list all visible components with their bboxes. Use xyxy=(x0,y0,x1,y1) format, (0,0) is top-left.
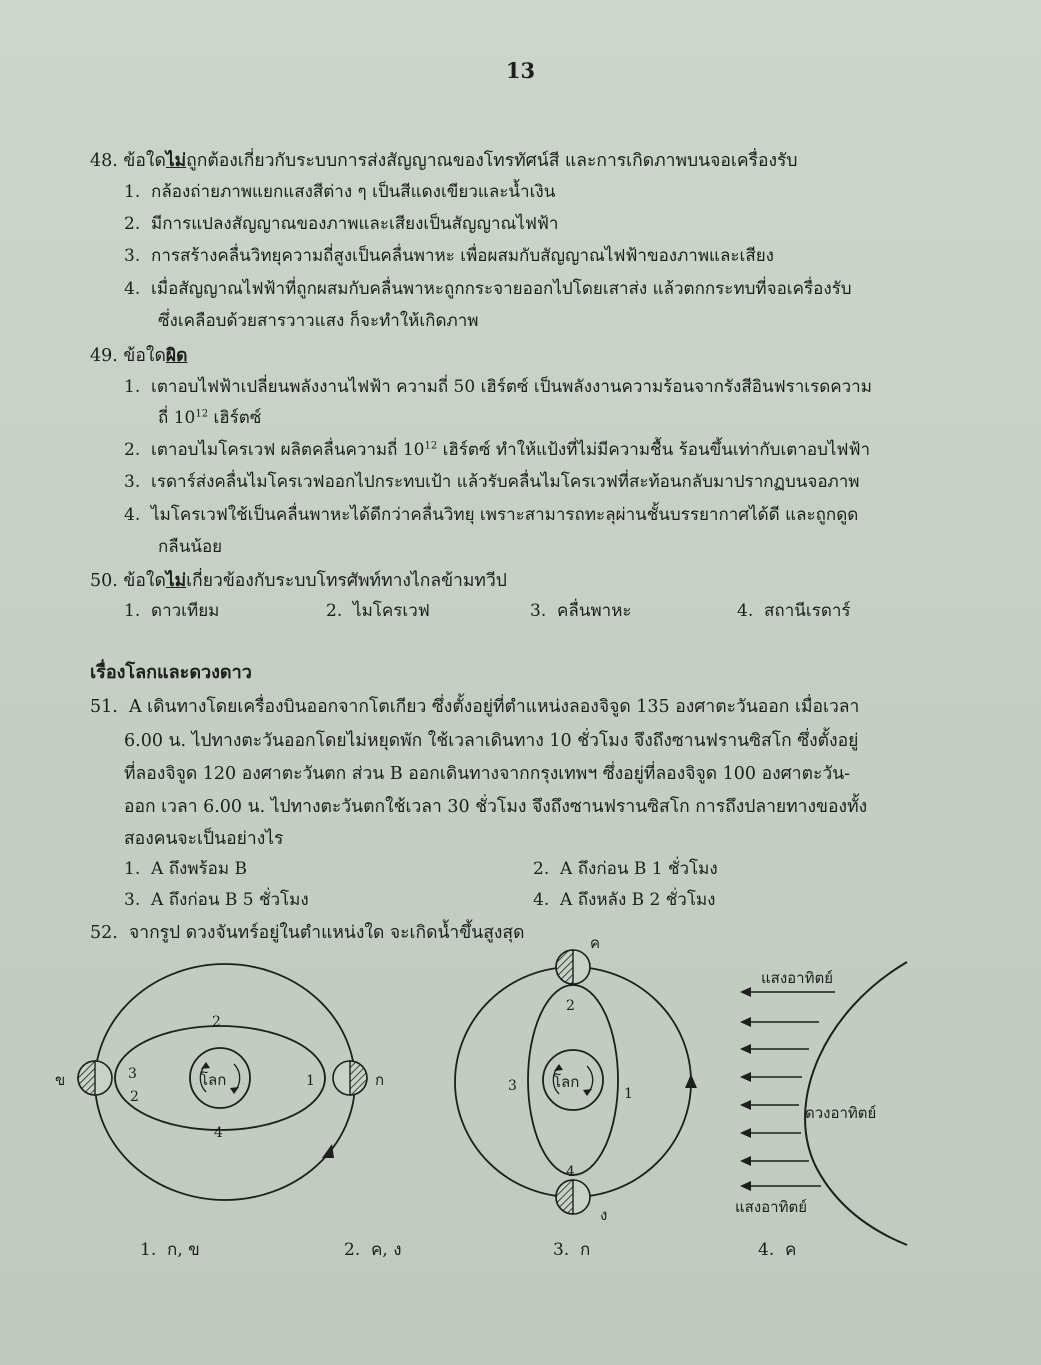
q51-option-3: 3. A ถึงก่อน B 5 ชั่วโมง xyxy=(124,890,309,910)
q51-option-1: 1. A ถึงพร้อม B xyxy=(124,859,247,879)
stem-emphasis: ผิด xyxy=(165,346,188,366)
moon-left-dark-half xyxy=(78,1061,95,1095)
q49-option-1-cont: ถี่ $10^{12}$ เฮิร์ตซ์ xyxy=(158,408,262,428)
q52-option-4: 4. ค xyxy=(758,1240,797,1260)
position-label-1: 1 xyxy=(624,1086,633,1102)
position-label-2b: 2 xyxy=(130,1089,139,1105)
q50-option-2: 2. ไมโครเวฟ xyxy=(326,601,430,621)
q49-option-3: 3. เรดาร์ส่งคลื่นไมโครเวฟออกไปกระทบเป้า แล้วรับคลื่นไมโครเวฟที่สะท้อนกลับมาปรากฏบนจอภาพ xyxy=(124,472,860,492)
stem-part: ข้อใด xyxy=(123,346,166,366)
stem-part: ถูกต้องเกี่ยวกับระบบการส่งสัญญาณของโทรทัศน์สี และการเกิดภาพบนจอเครื่องรับ xyxy=(186,151,798,171)
stem-emphasis: ไม่ xyxy=(165,151,187,171)
figure-1-earth-moon-orbit xyxy=(40,960,420,1220)
position-label-4: 4 xyxy=(566,1164,575,1180)
position-label-2: 2 xyxy=(566,998,575,1014)
q52-option-1: 1. ก, ข xyxy=(140,1240,200,1260)
question-49-stem xyxy=(90,341,187,369)
stem-part: ข้อใด xyxy=(123,571,166,591)
orbit-direction-arrow xyxy=(322,1144,334,1158)
question-50-stem xyxy=(90,566,507,594)
moon-label-ngo: ง xyxy=(600,1206,608,1224)
q51-option-2: 2. A ถึงก่อน B 1 ชั่วโมง xyxy=(533,859,718,879)
figure-2-earth-moon-orbit xyxy=(440,930,730,1224)
moon-label-kho-khwai: ค xyxy=(590,934,601,952)
rotation-arrowhead xyxy=(230,1087,239,1094)
q50-option-1: 1. ดาวเทียม xyxy=(124,601,220,621)
stem-part: เกี่ยวข้องกับระบบโทรศัพท์ทางไกลข้ามทวีป xyxy=(186,571,507,591)
question-51-line-5: สองคนจะเป็นอย่างไร xyxy=(124,829,284,849)
q49-option-4-cont: กลืนน้อย xyxy=(158,537,223,557)
orbit-direction-arrow xyxy=(685,1074,697,1088)
sun-label: ดวงอาทิตย์ xyxy=(805,1104,877,1122)
moon-bottom-dark-half xyxy=(556,1180,573,1214)
q50-option-3: 3. คลื่นพาหะ xyxy=(530,601,632,621)
q52-option-3: 3. ก xyxy=(553,1240,591,1260)
moon-label-ko: ก xyxy=(375,1071,385,1089)
stem-emphasis: ไม่ xyxy=(165,571,187,591)
q49-option-1: 1. เตาอบไฟฟ้าเปลี่ยนพลังงานไฟฟ้า ความถี่ 50 เฮิร์ตซ์ เป็นพลังงานความร้อนจากรังสีอินฟราเรดความ xyxy=(124,377,872,397)
moon-label-kho: ข xyxy=(55,1071,66,1089)
question-52-stem: 52. จากรูป ดวงจันทร์อยู่ในตำแหน่งใด จะเกิดน้ำขึ้นสูงสุด xyxy=(90,923,525,943)
q49-option-2: 2. เตาอบไมโครเวฟ ผลิตคลื่นความถี่ $10^{12}$ เฮิร์ตซ์ ทำให้แป้งที่ไม่มีความชื้น ร้อนขึ้นเท่ากับเตาอบไฟฟ้า xyxy=(124,440,871,460)
q48-option-3: 3. การสร้างคลื่นวิทยุความถี่สูงเป็นคลื่นพาหะ เพื่อผสมกับสัญญาณไฟฟ้าของภาพและเสียง xyxy=(124,246,774,266)
section-title: เรื่องโลกและดวงดาว xyxy=(90,662,252,683)
position-label-3: 3 xyxy=(128,1066,137,1082)
sunlight-label-bottom: แสงอาทิตย์ xyxy=(735,1198,807,1216)
question-number: 49. xyxy=(90,346,118,366)
q48-option-2: 2. มีการแปลงสัญญาณของภาพและเสียงเป็นสัญญาณไฟฟ้า xyxy=(124,214,559,234)
stem-part: ข้อใด xyxy=(123,151,166,171)
q50-option-4: 4. สถานีเรดาร์ xyxy=(737,601,851,621)
earth-label: โลก xyxy=(553,1073,580,1091)
moon-top-dark-half xyxy=(556,950,573,984)
question-number: 50. xyxy=(90,571,118,591)
rotation-arrowhead xyxy=(201,1062,210,1069)
figure-3-sunlight xyxy=(735,950,935,1250)
page-number: 13 xyxy=(505,58,536,83)
rotation-arrowhead xyxy=(583,1089,592,1096)
q51-option-4: 4. A ถึงหลัง B 2 ชั่วโมง xyxy=(533,890,716,910)
sunlight-label-top: แสงอาทิตย์ xyxy=(761,969,833,987)
position-label-4: 4 xyxy=(214,1125,223,1141)
position-label-3: 3 xyxy=(508,1078,517,1094)
question-51-line-4: ออก เวลา 6.00 น. ไปทางตะวันตกใช้เวลา 30 ชั่วโมง จึงถึงซานฟรานซิสโก การถึงปลายทางของทั้ง xyxy=(124,797,868,817)
q49-option-4: 4. ไมโครเวฟใช้เป็นคลื่นพาหะได้ดีกว่าคลื่นวิทยุ เพราะสามารถทะลุผ่านชั้นบรรยากาศได้ดี และถูกดูด xyxy=(124,505,859,525)
sunlight-rays xyxy=(740,987,835,1191)
position-label-1: 1 xyxy=(306,1073,315,1089)
question-51-line-3: ที่ลองจิจูด 120 องศาตะวันตก ส่วน B ออกเดินทางจากกรุงเทพฯ ซึ่งอยู่ที่ลองจิจูด 100 องศาตะวัน- xyxy=(124,764,851,784)
question-51-line-1: 51. A เดินทางโดยเครื่องบินออกจากโตเกียว ซึ่งตั้งอยู่ที่ตำแหน่งลองจิจูด 135 องศาตะวันออก เมื่อเวลา xyxy=(90,697,860,717)
q48-option-4: 4. เมื่อสัญญาณไฟฟ้าที่ถูกผสมกับคลื่นพาหะถูกกระจายออกไปโดยเสาส่ง แล้วตกกระทบที่จอเครื่องรับ xyxy=(124,279,852,299)
q48-option-1: 1. กล้องถ่ายภาพแยกแสงสีต่าง ๆ เป็นสีแดงเขียวและน้ำเงิน xyxy=(124,182,556,202)
rotation-arrowhead xyxy=(554,1064,563,1071)
q52-option-2: 2. ค, ง xyxy=(344,1240,402,1260)
q48-option-4-cont: ซึ่งเคลือบด้วยสารวาวแสง ก็จะทำให้เกิดภาพ xyxy=(158,311,479,331)
moon-right-dark-half xyxy=(350,1061,367,1095)
position-label-2: 2 xyxy=(212,1014,221,1030)
question-51-line-2: 6.00 น. ไปทางตะวันออกโดยไม่หยุดพัก ใช้เวลาเดินทาง 10 ชั่วโมง จึงถึงซานฟรานซิสโก ซึ่งตั้งอยู่ xyxy=(124,731,859,751)
question-48-stem xyxy=(90,146,798,174)
earth-label: โลก xyxy=(200,1071,227,1089)
question-number: 48. xyxy=(90,151,118,171)
